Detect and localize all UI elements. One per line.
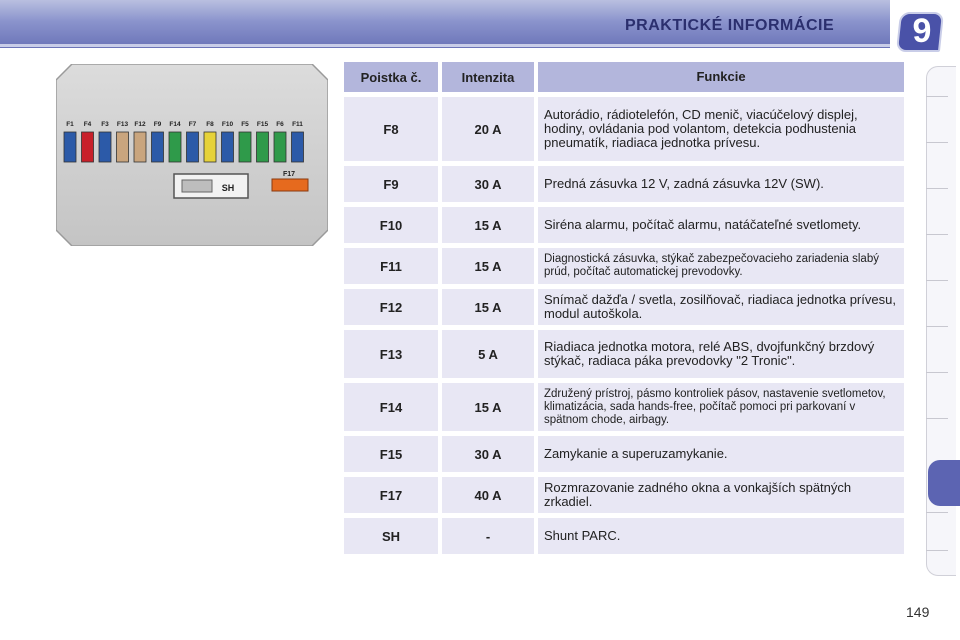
fuse-label: F10 (221, 121, 234, 128)
relay-connector (182, 180, 212, 192)
table-row (344, 330, 904, 378)
table-row (344, 289, 904, 325)
cell-func: Rozmrazovanie zadného okna a vonkajších spätných zrkadiel. (538, 477, 904, 513)
cell-amps: 40 A (442, 477, 534, 513)
fuse-box-svg (56, 64, 328, 246)
page-header (0, 0, 960, 50)
page-number: 149 (906, 604, 930, 620)
cell-fuse: F10 (344, 207, 438, 243)
table-row (344, 477, 904, 513)
fuse-label: F12 (134, 121, 146, 128)
fuse-box-diagram (56, 64, 328, 246)
table-row (344, 166, 904, 202)
fuse-f7 (187, 132, 199, 162)
cell-fuse: F8 (344, 97, 438, 161)
tab-divider (926, 142, 948, 143)
cell-fuse: F17 (344, 477, 438, 513)
big-fuse-label: F17 (282, 171, 296, 178)
tab-divider (926, 326, 948, 327)
cell-func: Shunt PARC. (538, 518, 904, 554)
fuse-label: F11 (292, 121, 303, 128)
table-header-row (344, 62, 904, 92)
fuse-f1 (64, 132, 76, 162)
table-row (344, 383, 904, 431)
chapter-number: 9 (912, 12, 932, 50)
relay-label: SH (221, 183, 235, 193)
cell-fuse: F12 (344, 289, 438, 325)
table-row (344, 518, 904, 554)
cell-func: Predná zásuvka 12 V, zadná zásuvka 12V (SW). (538, 166, 904, 202)
cell-fuse: SH (344, 518, 438, 554)
fuse-label: F3 (101, 121, 109, 128)
cell-amps: 15 A (442, 248, 534, 284)
active-chapter-tab (928, 460, 960, 506)
fuse-label: F7 (188, 121, 197, 128)
header-fuse: Poistka č. (344, 62, 438, 92)
fuse-f14 (169, 132, 181, 162)
fuse-table (344, 62, 904, 559)
cell-fuse: F11 (344, 248, 438, 284)
table-row (344, 207, 904, 243)
tab-divider (926, 418, 948, 419)
header-amps: Intenzita (442, 62, 534, 92)
tab-divider (926, 512, 948, 513)
tab-divider (926, 234, 948, 235)
cell-func: Riadiaca jednotka motora, relé ABS, dvojfunkčný brzdový stýkač, radiaca páka prevodovky "2 Tronic". (538, 330, 904, 378)
cell-amps: 5 A (442, 330, 534, 378)
fuse-label: F4 (83, 121, 92, 128)
tab-divider (926, 188, 948, 189)
cell-fuse: F14 (344, 383, 438, 431)
tab-divider (926, 550, 948, 551)
fuse-f8 (204, 132, 216, 162)
fuse-f3 (99, 132, 111, 162)
cell-fuse: F15 (344, 436, 438, 472)
table-row (344, 248, 904, 284)
cell-amps: 30 A (442, 166, 534, 202)
cell-amps: - (442, 518, 534, 554)
cell-fuse: F13 (344, 330, 438, 378)
cell-func: Siréna alarmu, počítač alarmu, natáčateľné svetlomety. (538, 207, 904, 243)
fuse-f5 (239, 132, 251, 162)
table-row (344, 97, 904, 161)
page-title: PRAKTICKÉ INFORMÁCIE (625, 17, 835, 34)
cell-func: Združený prístroj, pásmo kontroliek pásov, nastavenie svetlometov, klimatizácia, sada hands-free, počítač pomoci pri parkovaní v spätnom chode, airbagy. (538, 383, 904, 431)
fuse-f17 (272, 179, 308, 191)
cell-amps: 20 A (442, 97, 534, 161)
fuse-label: F8 (206, 121, 214, 128)
tab-divider (926, 280, 948, 281)
fuse-f11 (292, 132, 304, 162)
cell-func: Autorádio, rádiotelefón, CD menič, viacúčelový displej, hodiny, ovládania pod volantom, detekcia podhustenia pneumatík, riadiaca jednotka prívesu. (538, 97, 904, 161)
fuse-label: F9 (153, 121, 162, 128)
cell-amps: 15 A (442, 383, 534, 431)
fuse-f6 (274, 132, 286, 162)
tab-divider (926, 96, 948, 97)
cell-amps: 15 A (442, 289, 534, 325)
cell-func: Zamykanie a superuzamykanie. (538, 436, 904, 472)
cell-func: Snímač dažďa / svetla, zosilňovač, riadiaca jednotka prívesu, modul autoškola. (538, 289, 904, 325)
fuse-label: F13 (116, 121, 129, 128)
cell-amps: 15 A (442, 207, 534, 243)
fuse-label: F14 (169, 121, 181, 128)
fuse-label: F5 (241, 121, 249, 128)
cell-func: Diagnostická zásuvka, stýkač zabezpečovacieho zariadenia slabý prúd, počítač automatickej prevodovky. (538, 248, 904, 284)
fuse-f10 (222, 132, 234, 162)
cell-fuse: F9 (344, 166, 438, 202)
fuse-label: F1 (66, 121, 74, 128)
fuse-f12 (134, 132, 146, 162)
fuse-label: F6 (276, 121, 284, 128)
fuse-f15 (257, 132, 269, 162)
tab-divider (926, 372, 948, 373)
fuse-f9 (152, 132, 164, 162)
table-row (344, 436, 904, 472)
cell-amps: 30 A (442, 436, 534, 472)
fuse-f4 (82, 132, 94, 162)
fuse-f13 (117, 132, 129, 162)
header-functions: Funkcie (538, 62, 904, 92)
fuse-label: F15 (256, 121, 269, 128)
